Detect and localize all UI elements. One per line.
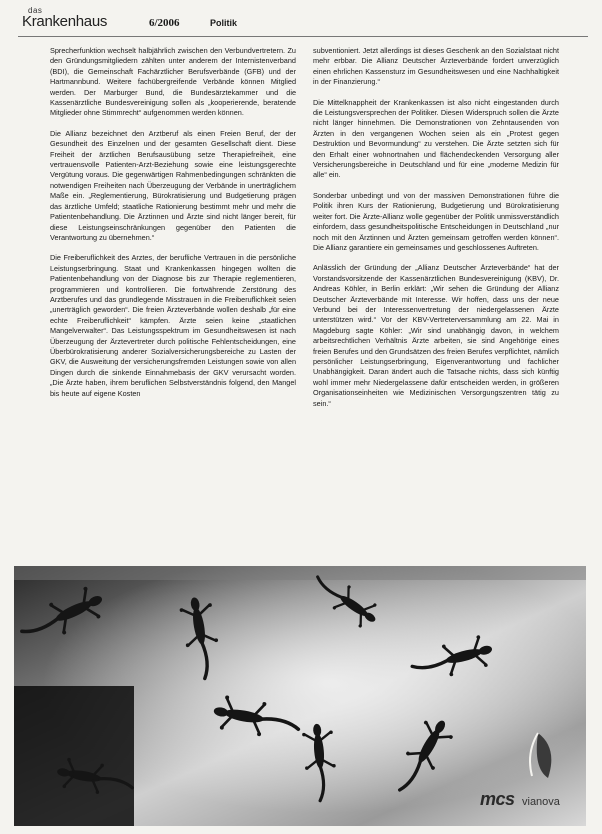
- header-divider: [18, 36, 588, 37]
- paragraph: Sprecherfunktion wechselt halbjährlich zwischen den Verbundvertretern. Zu den Gründungsmitgliedern zählten unter anderem der Internistenverband (BDI), die Gemeinschaft Fachärztlicher Berufsverbände (GFB) und der Hartmannbund. Weitere fachübergreifende Verbände können Mitglied werden. Der Marburger Bund, die Bundesärztekammer und die Kassenärztliche Bundesvereinigung sollen als „kooperierende, beratende Mitglieder ohne Stimmrecht“ aufgenommen werden können.: [50, 46, 296, 118]
- paragraph: Die Mittelknappheit der Krankenkassen ist also nicht eingestanden durch die Leistungsversprechen der Politiker. Diesen Widerspruch sollen die Ärzte nicht länger hinnehmen. Die Demonstrationen von Zehntausenden von Ärzten in den vergangenen Wochen seien als ein „Protest gegen Destruktion und Bevormundung“ zu verstehen. Die Ärzte setzten sich für den Erhalt einer wohnortnahen und flächendeckenden Versorgung aller Versicherungsbereiche in Deutschland und für eine „moderne Medizin für alle“ ein.: [313, 97, 559, 180]
- paragraph: Sonderbar unbedingt und von der massiven Demonstrationen führe die Politik ihren Kurs der Rationierung, Budgetierung und Bürokratisierung weiter fort. Die Ärzte-Allianz wolle gegenüber der Politik unmissverständlich einfordern, dass gesundheitspolitische Entscheidungen in Deutschland „nur noch mit den Ärztinnen und Ärzten gemeinsam getroffen werden können“. Die Allianz garantiere ein gemeinsames und geschlossenes Auftreten.: [313, 190, 559, 252]
- section-title: Politik: [210, 18, 238, 28]
- brand-mark: mcs: [480, 789, 515, 809]
- right-text-column: [313, 46, 559, 419]
- logo-small-text: das: [28, 6, 43, 15]
- lizards-photo: [14, 566, 586, 826]
- magazine-logo: Krankenhaus: [22, 13, 108, 30]
- feather-logo-icon: [508, 728, 568, 788]
- paragraph: subventioniert. Jetzt allerdings ist dieses Geschenk an den Sozialstaat nicht mehr erbbar. Die Allianz Deutscher Ärzteverbände fordert unverzüglich einen ehrlichen Kassensturz im Gesundheitswesen und eine Nachhaltigkeit in der Finanzierung.“: [313, 46, 559, 87]
- brand-name: vianova: [522, 796, 560, 808]
- paragraph: Anlässlich der Gründung der „Allianz Deutscher Ärzteverbände“ hat der Vorstandsvorsitzende der Kassenärztlichen Bundesvereinigung (KBV), Dr. Andreas Köhler, in Berlin erklärt: „Wir sehen die Gründung der Allianz Deutscher Ärzteverbände mit Interesse. Wir hoffen, dass uns der neue Verbund bei der Interessenvertretung der niedergelassenen Ärzte unterstützen wird.“ Vor der KBV-Vertreterversammlung am 22. Mai in Magdeburg sagte Köhler: „Wir sind unabhängig davon, in welchem arbeitsrechtlichen Verhältnis Ärzte arbeiten, sie sind Angehörige eines freien Berufes und den Grundsätzen des freien Berufes verpflichtet, nämlich persönlicher Leistungserbringung, Eigenverantwortung und fachlicher Unabhängigkeit. Daran ändert auch die Tatsache nichts, dass sich künftig wohl immer mehr Niedergelassene dafür entscheiden werden, in größeren Organisationseinheiten wie Medizinischen Versorgungszentren tätig zu sein.“: [313, 263, 559, 408]
- mcs-vianova-logo: [478, 728, 568, 818]
- left-text-column: [50, 46, 296, 409]
- issue-number: 6/2006: [149, 17, 180, 29]
- paragraph: Die Freiberuflichkeit des Arztes, der berufliche Vertrauen in die persönliche Leistungserbringung. Staat und Krankenkassen hingegen wollten die Patientenbehandlung von der Diagnose bis zur Therapie reglementieren, programmieren und kontrollieren. Die fortwährende Zerstörung des Arztberufes und das grundlegende Misstrauen in die Freiberuflichkeit seien „unerträglich geworden“. Die freien Ärzteverbände wollen deshalb „für eine echte Freiberuflichkeit“ kämpfen. Ärzte seien keine „staatlichen Mangelverwalter“. Das Leistungsspektrum im Gesundheitswesen ist nach Überzeugung der Ärztevertreter durch politische Fehlentscheidungen, eine Überbürokratisierung anderer Sozialversicherungsbereiche zu Lasten der GKV, die Ausweitung der versicherungsfremden Leistungen sowie von allen Dingen durch die sinkende Einnahmebasis der GKV verursacht worden. „Die Ärzte haben, ihrem beruflichen Selbstverständnis folgend, den Mangel bis heute auf eigene Kosten: [50, 253, 296, 398]
- page-header: [18, 4, 588, 42]
- paragraph: Die Allianz bezeichnet den Arztberuf als einen Freien Beruf, der der Gesundheit des Einzelnen und der gesamten Gesellschaft dient. Diese Freiheit der ärztlichen Berufsausübung setze Therapiefreiheit, eine vertrauensvolle Patienten-Arzt-Beziehung sowie eine leistungsgerechte Vergütung voraus. Die gegenwärtigen Rahmenbedingungen schränkten die notwendigen Freiheiten nach Überzeugung der Verbände in unerträglichem Maße ein. „Reglementierung, Bürokratisierung und Budgetierung prägen das ärztliche Umfeld; staatliche Rationierung bestimmt mehr und mehr die Patientenbehandlung. Die Ärztinnen und Ärzte sind nicht länger bereit, für diese Leistungseinschränkungen gegenüber den Patienten die Verantwortung zu übernehmen.“: [50, 128, 296, 242]
